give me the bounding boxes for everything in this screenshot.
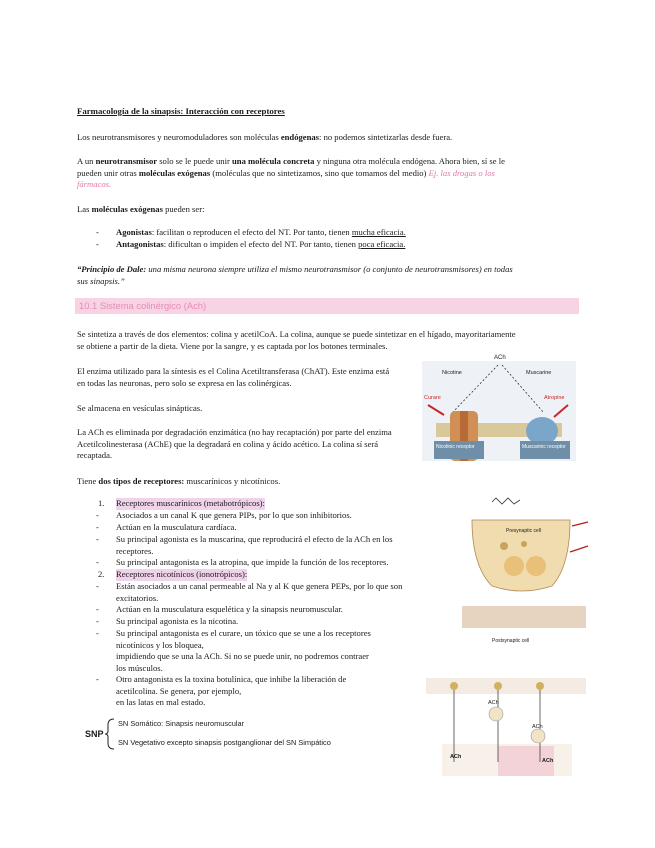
snp-label: SNP xyxy=(85,729,104,739)
list-dash: - xyxy=(96,239,99,249)
chat-paragraph: El enzima utilizado para la síntesis es el Colina Acetiltransferasa (ChAT). Este enzima está en todas las neuronas, pero solo se expresa en las colinérgicas. xyxy=(77,366,390,388)
storage-paragraph: Se almacena en vesículas sinápticas. xyxy=(77,403,203,413)
dale-principle: “Principio de Dale: una misma neurona siempre utiliza el mismo neurotransmisor (o conjunto de neurotransmisores) en todas sus sinapsis.” xyxy=(77,264,513,286)
list-dash: - xyxy=(96,628,99,638)
list-item: Su principal antagonista es el curare, un tóxico que se une a los receptores nicotínicos y los bloquea, impidiendo que se una la ACh. Si no se puede unir, no podremos contraer los músculos. xyxy=(116,628,371,673)
list-item: Actúan en la musculatura esquelética y la sinapsis neuromuscular. xyxy=(116,604,343,614)
receptor-figure xyxy=(422,353,576,461)
list-dash: - xyxy=(96,581,99,591)
section-heading-bar xyxy=(75,298,579,314)
fig-label: Muscarinic receptor xyxy=(522,444,566,450)
list-item: Otro antagonista es la toxina botulínica, que inhibe la liberación de acetilcolina. Se genera, por ejemplo, en las latas en mal estado. xyxy=(116,674,347,707)
intro-paragraph: Los neurotransmisores y neuromoduladores son moléculas endógenas: no podemos sintetizarlas desde fuera. xyxy=(77,132,453,142)
fig-label: Nicotinic receptor xyxy=(436,444,475,450)
list-dash: - xyxy=(96,227,99,237)
list-item: Asociados a un canal K que genera PIPs, por lo que son inhibitorios. xyxy=(116,510,352,520)
list-number: 1. xyxy=(98,498,105,508)
pathways-figure xyxy=(426,664,586,776)
page-title: Farmacología de la sinapsis: Interacción con receptores xyxy=(77,106,285,116)
receptor-types-paragraph: Tiene dos tipos de receptores: muscarínicos y nicotínicos. xyxy=(77,476,281,486)
fig-label: Postsynaptic cell xyxy=(492,638,530,644)
list-item: Su principal agonista es la nicotina. xyxy=(116,616,239,626)
list-item: Su principal agonista es la muscarina, que reproducirá el efecto de la ACh en los receptores. xyxy=(116,534,393,556)
list-dash: - xyxy=(96,616,99,626)
list-number: 2. xyxy=(98,569,105,579)
nicotinic-heading: Receptores nicotínicos (ionotrópicos): xyxy=(116,569,248,579)
list-dash: - xyxy=(96,522,99,532)
snp-somatic: SN Somático: Sinapsis neuromuscular xyxy=(118,719,245,728)
neurotransmitter-paragraph: A un neurotransmisor solo se le puede unir una molécula concreta y ninguna otra molécula endógena. Ahora bien, sí se le pueden unir otras moléculas exógenas (moléculas que no sintetizamos, sino que tomamos del medio) Ej. las drogas o los fármacos. xyxy=(77,156,505,189)
ache-paragraph: La ACh es eliminada por degradación enzimática (no hay recaptación) por parte del enzima Acetilcolinesterasa (AChE) que la degradará en colina y ácido acético. La colina sí será recaptada. xyxy=(77,427,392,460)
list-dash: - xyxy=(96,604,99,614)
agonists-item: Agonistas: facilitan o reproducen el efecto del NT. Por tanto, tienen mucha eficacia. xyxy=(116,227,406,237)
fig-label: Presynaptic cell xyxy=(506,528,542,534)
fig-label: ACh xyxy=(450,754,462,760)
list-item: Su principal antagonista es la atropina, que impide la función de los receptores. xyxy=(116,557,389,567)
list-dash: - xyxy=(96,534,99,544)
fig-label: ACh xyxy=(542,758,554,764)
fig-label: ACh xyxy=(494,355,506,361)
fig-label: ACh xyxy=(488,700,499,706)
fig-label: ACh xyxy=(532,724,543,730)
synthesis-paragraph: Se sintetiza a través de dos elementos: colina y acetilCoA. La colina, aunque se puede sintetizar en el hígado, mayoritariamente se obtiene a partir de la dieta. Viene por la sangre, y es captada por los botones terminales. xyxy=(77,329,516,351)
list-dash: - xyxy=(96,557,99,567)
list-item: Actúan en la musculatura cardíaca. xyxy=(116,522,237,532)
antagonists-item: Antagonistas: dificultan o impiden el efecto del NT. Por tanto, tienen poca eficacia. xyxy=(116,239,406,249)
exogenous-paragraph: Las moléculas exógenas pueden ser: xyxy=(77,204,205,214)
bracket-icon xyxy=(104,717,116,751)
list-dash: - xyxy=(96,510,99,520)
fig-label: Atropine xyxy=(544,395,565,401)
synapse-figure xyxy=(452,496,592,646)
fig-label: Muscarine xyxy=(526,370,552,376)
fig-label: Nicotine xyxy=(442,370,462,376)
fig-label: Curare xyxy=(424,395,441,401)
list-item: Están asociados a un canal permeable al Na y al K que genera PEPs, por lo que son excitatorios. xyxy=(116,581,403,603)
section-heading: 10.1 Sistema colinérgico (Ach) xyxy=(79,300,207,311)
synapse-diagram xyxy=(452,496,592,646)
snp-vegetative: SN Vegetativo excepto sinapsis postganglionar del SN Simpático xyxy=(118,738,331,747)
muscarinic-heading: Receptores muscarínicos (metabotrópicos): xyxy=(116,498,265,508)
list-dash: - xyxy=(96,674,99,684)
